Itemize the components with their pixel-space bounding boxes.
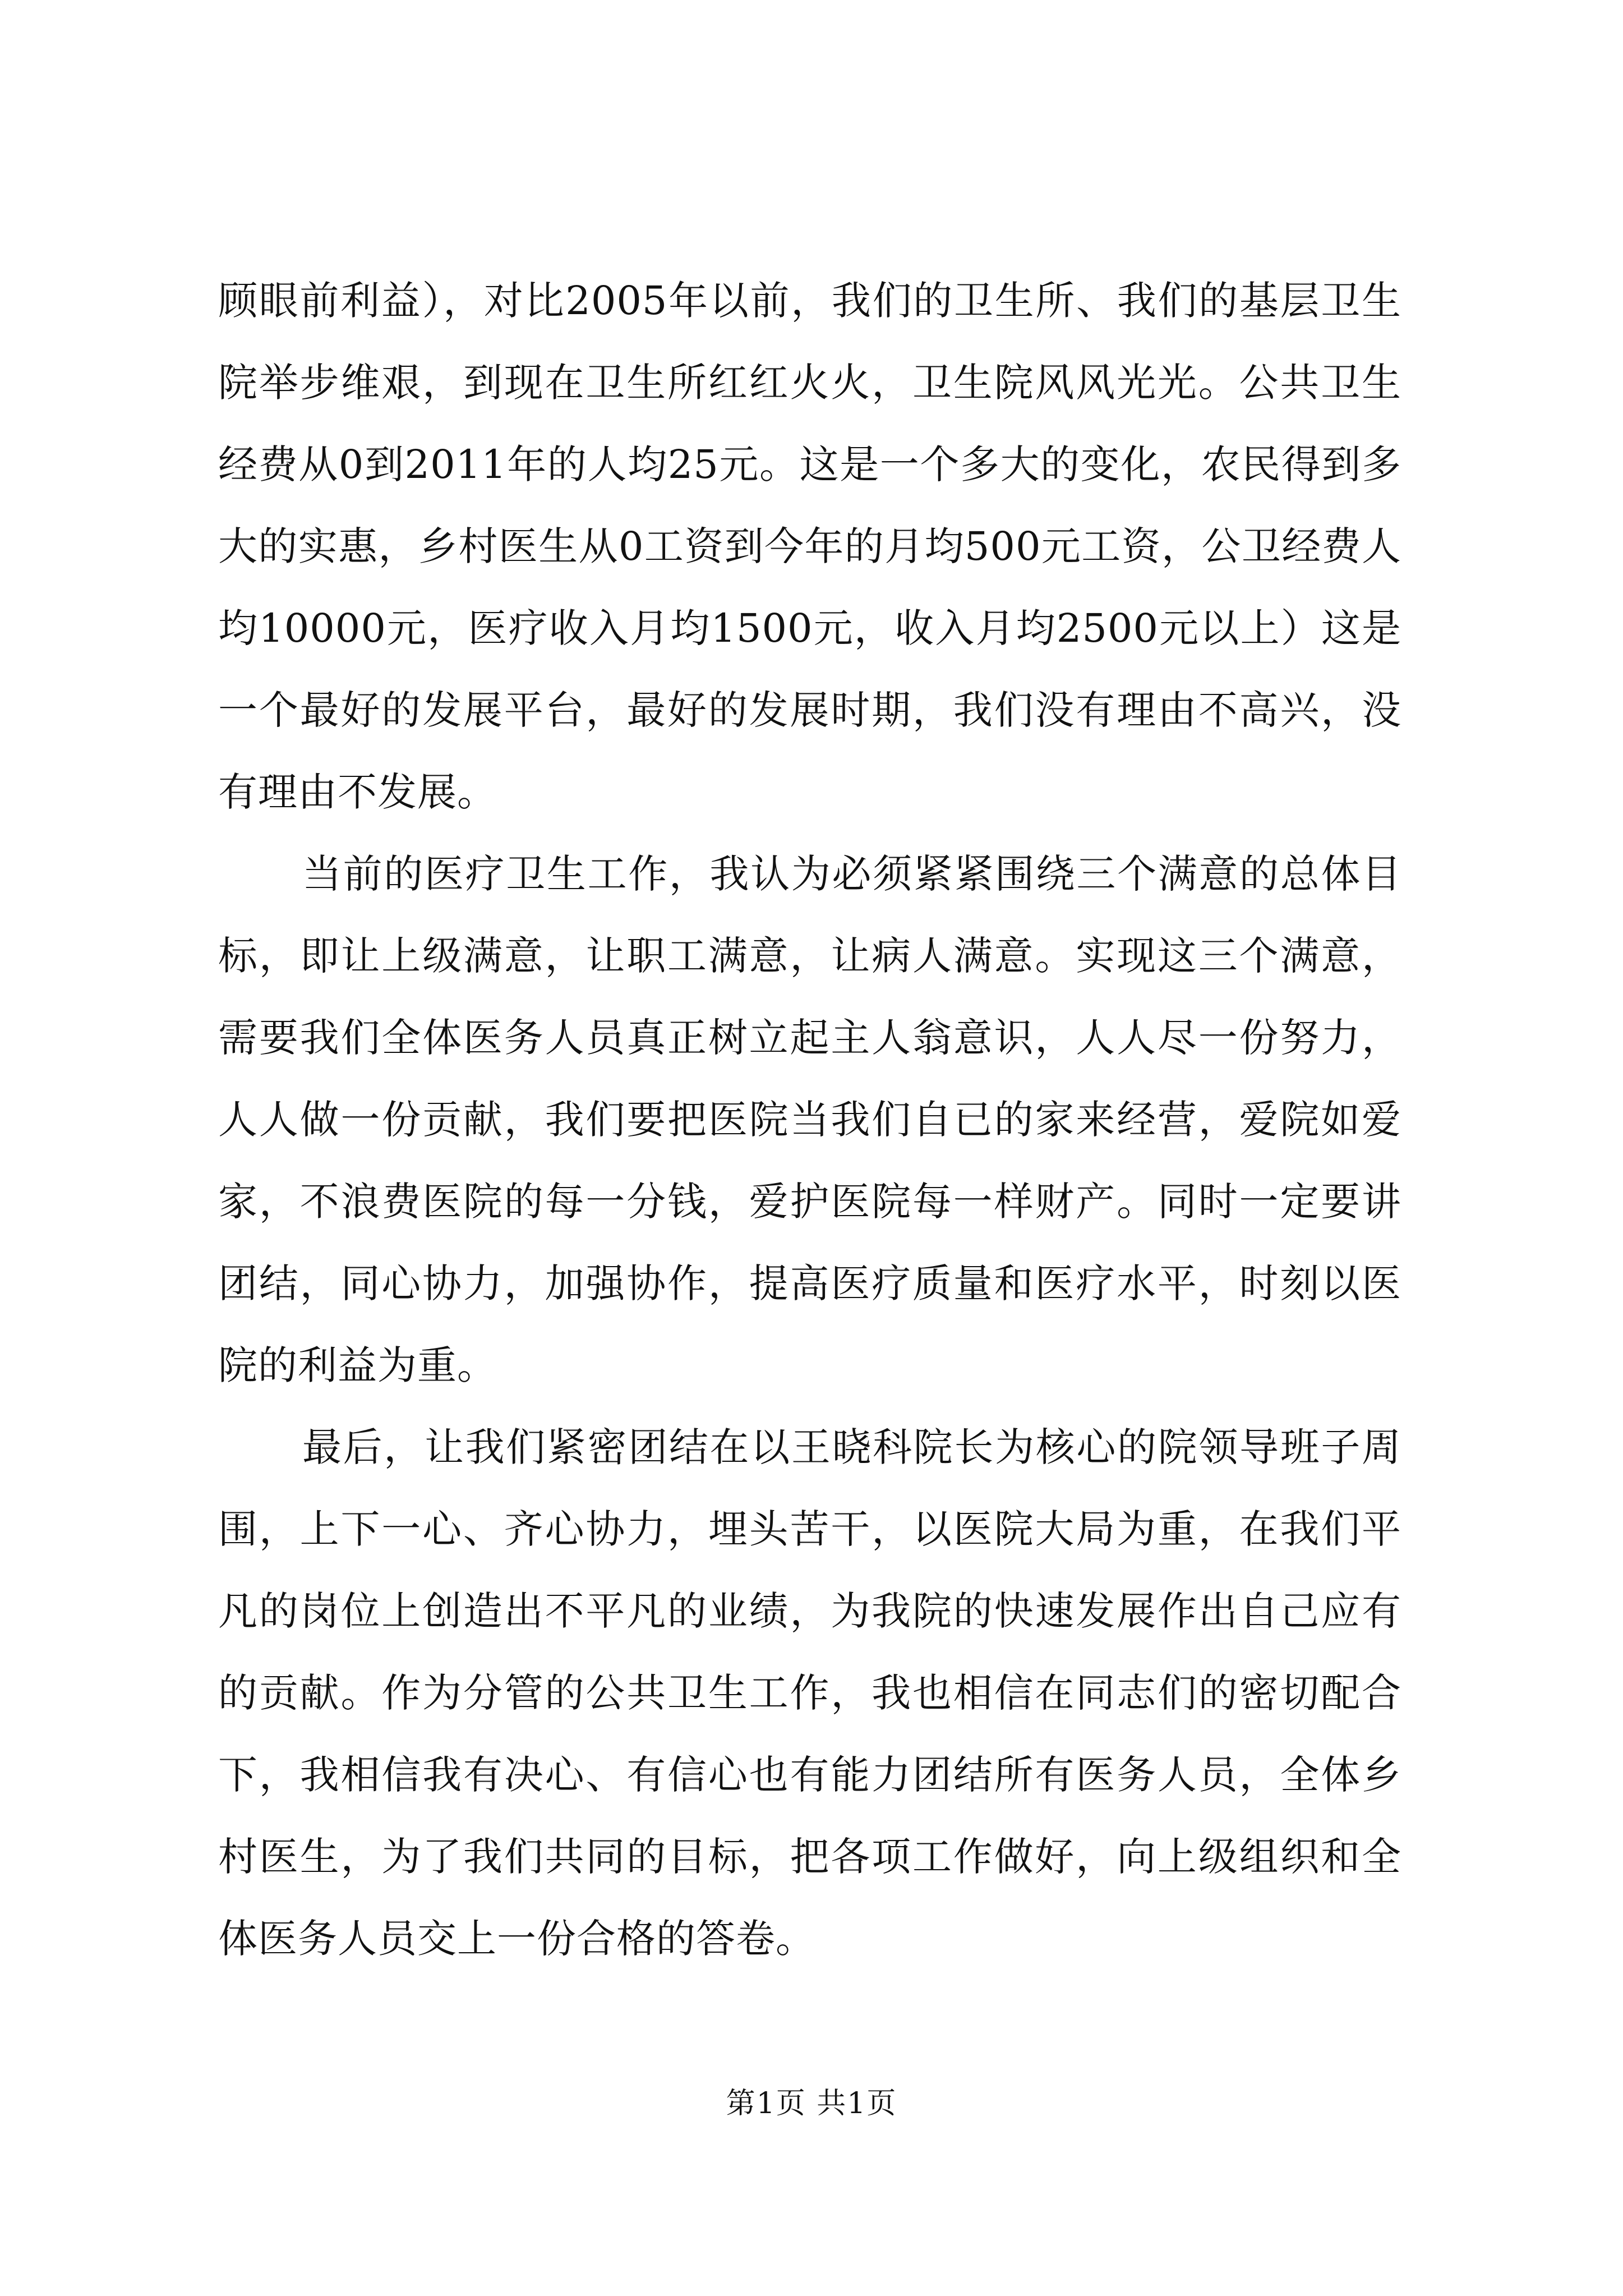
document-body [218, 260, 1401, 1980]
paragraph-satisfaction-goals: 当前的医疗卫生工作，我认为必须紧紧围绕三个满意的总体目标，即让上级满意，让职工满意，让病人满意。实现这三个满意，需要我们全体医务人员真正树立起主人翁意识，人人尽一份努力，人人做一份贡献，我们要把医院当我们自已的家来经营，爱院如爱家，不浪费医院的每一分钱，爱护医院每一样财产。同时一定要讲团结，同心协力，加强协作，提高医疗质量和医疗水平，时刻以医院的利益为重。 [218, 851, 1401, 1388]
page-number-footer: 第1页 共1页 [726, 2087, 897, 2120]
paragraph-closing: 最后，让我们紧密团结在以王晓科院长为核心的院领导班子周围，上下一心、齐心协力，埋头苦干，以医院大局为重，在我们平凡的岗位上创造出不平凡的业绩，为我院的快速发展作出自己应有的贡献。作为分管的公共卫生工作，我也相信在同志们的密切配合下，我相信我有决心、有信心也有能力团结所有医务人员，全体乡村医生，为了我们共同的目标，把各项工作做好，向上级组织和全体医务人员交上一份合格的答卷。 [218, 1424, 1401, 1962]
paragraph-continuation: 顾眼前利益），对比2005年以前，我们的卫生所、我们的基层卫生院举步维艰，到现在卫生所红红火火，卫生院风风光光。公共卫生经费从0到2011年的人均25元。这是一个多大的变化，农民得到多大的实惠，乡村医生从0工资到今年的月均500元工资，公卫经费人均10000元，医疗收入月均1500元，收入月均2500元以上）这是一个最好的发展平台，最好的发展时期，我们没有理由不高兴，没有理由不发展。 [218, 278, 1401, 815]
